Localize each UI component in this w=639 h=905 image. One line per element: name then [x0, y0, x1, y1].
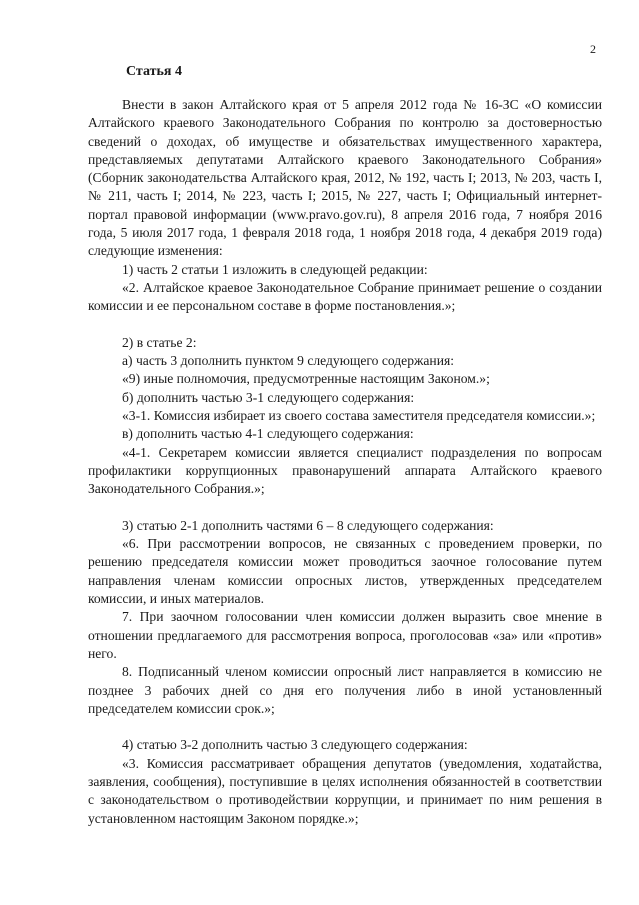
- paragraph: 1) часть 2 статьи 1 изложить в следующей редакции:: [122, 261, 428, 277]
- paragraph: «3. Комиссия рассматривает обращения депутатов (уведомления, ходатайства, заявления, сообщения), поступившие в целях исполнения обязанностей в соответствии с законодательством о противодействии коррупции, и принимает по ним решения в установленном настоящим Законом порядке.»;: [88, 755, 602, 826]
- paragraph-gap: [88, 499, 602, 517]
- paragraph: «3-1. Комиссия избирает из своего состава заместителя председателя комиссии.»;: [122, 408, 596, 424]
- paragraph: «2. Алтайское краевое Законодательное Собрание принимает решение о создании комиссии и ее персональном составе в форме постановления.»;: [88, 279, 602, 314]
- page-number: 2: [590, 42, 596, 56]
- paragraph: 2) в статье 2:: [122, 334, 197, 350]
- paragraph-gap: [88, 718, 602, 736]
- paragraph: а) часть 3 дополнить пунктом 9 следующего содержания:: [122, 353, 455, 369]
- paragraph: 3) статью 2-1 дополнить частями 6 – 8 следующего содержания:: [122, 517, 494, 533]
- article-heading: Статья 4: [126, 64, 182, 79]
- paragraph: «4-1. Секретарем комиссии является специалист подразделения по вопросам профилактики коррупционных правонарушений аппарата Алтайского краевого Законодательного Собрания.»;: [88, 444, 602, 497]
- paragraph: б) дополнить частью 3-1 следующего содержания:: [122, 389, 415, 405]
- paragraph: «6. При рассмотрении вопросов, не связанных с проведением проверки, по решению председателя комиссии может проводиться заочное голосование путем направления членам комиссии опросных листов, утвержденных председателем комиссии, и иных материалов.: [88, 536, 602, 607]
- paragraph: «9) иные полномочия, предусмотренные настоящим Законом.»;: [122, 371, 490, 387]
- paragraph: в) дополнить частью 4-1 следующего содержания:: [122, 426, 414, 442]
- paragraph: 8. Подписанный членом комиссии опросный лист направляется в комиссию не позднее 3 рабочих дней со дня его получения либо в иной установленный председателем комиссии срок.»;: [88, 664, 602, 716]
- document-body: [88, 96, 602, 828]
- paragraph-gap: [88, 316, 602, 334]
- paragraph: Внести в закон Алтайского края от 5 апреля 2012 года № 16-ЗС «О комиссии Алтайского краевого Законодательного Собрания по контролю за достоверностью сведений о доходах, об имуществе и обязательствах имущественного характера, представляемых депутатами Алтайского краевого Законодательного Собрания» (Сборник законодательства Алтайского края, 2012, № 192, часть I; 2013, № 203, часть I, № 211, часть I; 2014, № 223, часть I; 2015, № 227, часть I; Официальный интернет-портал правовой информации (www.pravo.gov.ru), 8 апреля 2016 года, 7 ноября 2016 года, 5 июля 2017 года, 1 февраля 2018 года, 1 ноября 2018 года, 4 декабря 2019 года) следующие изменения:: [88, 97, 602, 259]
- paragraph: 7. При заочном голосовании член комиссии должен выразить свое мнение в отношении предлагаемого для рассмотрения вопроса, проголосовав «за» или «против» него.: [88, 609, 602, 661]
- paragraph: 4) статью 3-2 дополнить частью 3 следующего содержания:: [122, 737, 468, 753]
